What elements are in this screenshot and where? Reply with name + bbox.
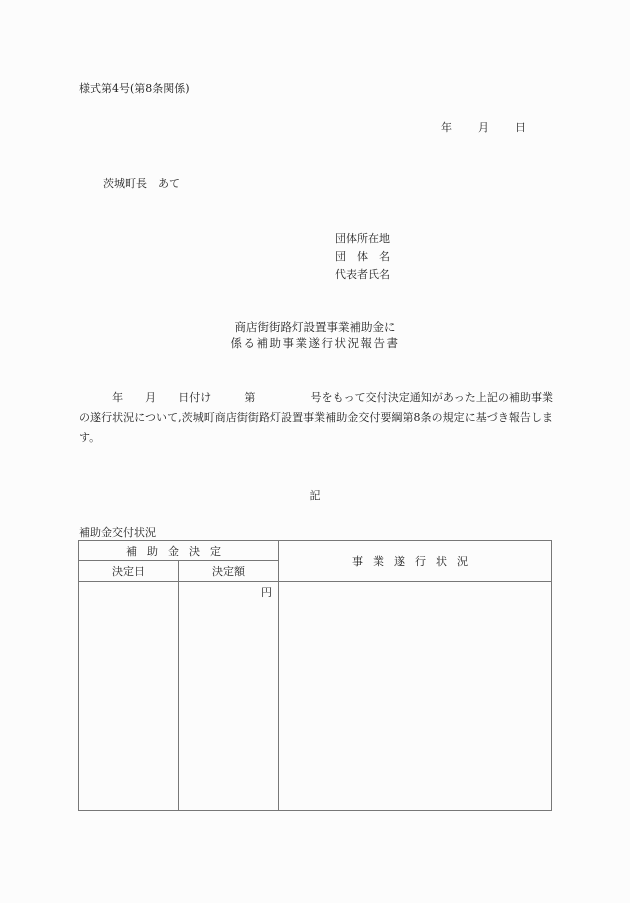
yen-unit: 円 [261, 586, 272, 599]
cell-decision-amount[interactable] [179, 582, 279, 811]
cell-project-status[interactable] [279, 582, 552, 811]
header-subsidy-decision: 補助金決定 [79, 541, 279, 561]
title-line-1: 商店街街路灯設置事業補助金に [234, 320, 396, 334]
sender-representative-label: 代表者氏名 [335, 268, 390, 281]
subsidy-status-table [78, 540, 552, 811]
date-day: 日 [515, 121, 526, 134]
header-project-status: 事業遂行状況 [279, 541, 552, 582]
date-month: 月 [478, 121, 489, 134]
sender-block [335, 230, 390, 284]
ki-heading: 記 [309, 489, 321, 502]
date-year: 年 [441, 121, 452, 134]
cell-decision-date[interactable] [79, 582, 179, 811]
body-text: 年 月 日付け 第 号をもって交付決定通知があった上記の補助事業の遂行状況について,茨城町商店街街路灯設置事業補助金交付要綱第8条の規定に基づき報告します。 [79, 391, 553, 444]
date-line [441, 119, 526, 135]
title-line-2: 係る補助事業遂行状況報告書 [230, 336, 400, 350]
table-caption: 補助金交付状況 [79, 526, 156, 539]
header-decision-amount: 決定額 [179, 561, 279, 582]
sender-location-label: 団体所在地 [335, 232, 390, 245]
addressee: 茨城町長 あて [103, 177, 180, 190]
form-number: 様式第4号(第8条関係) [79, 82, 190, 95]
document-title [0, 319, 630, 351]
header-decision-date: 決定日 [79, 561, 179, 582]
sender-name-label: 団 体 名 [335, 250, 390, 263]
